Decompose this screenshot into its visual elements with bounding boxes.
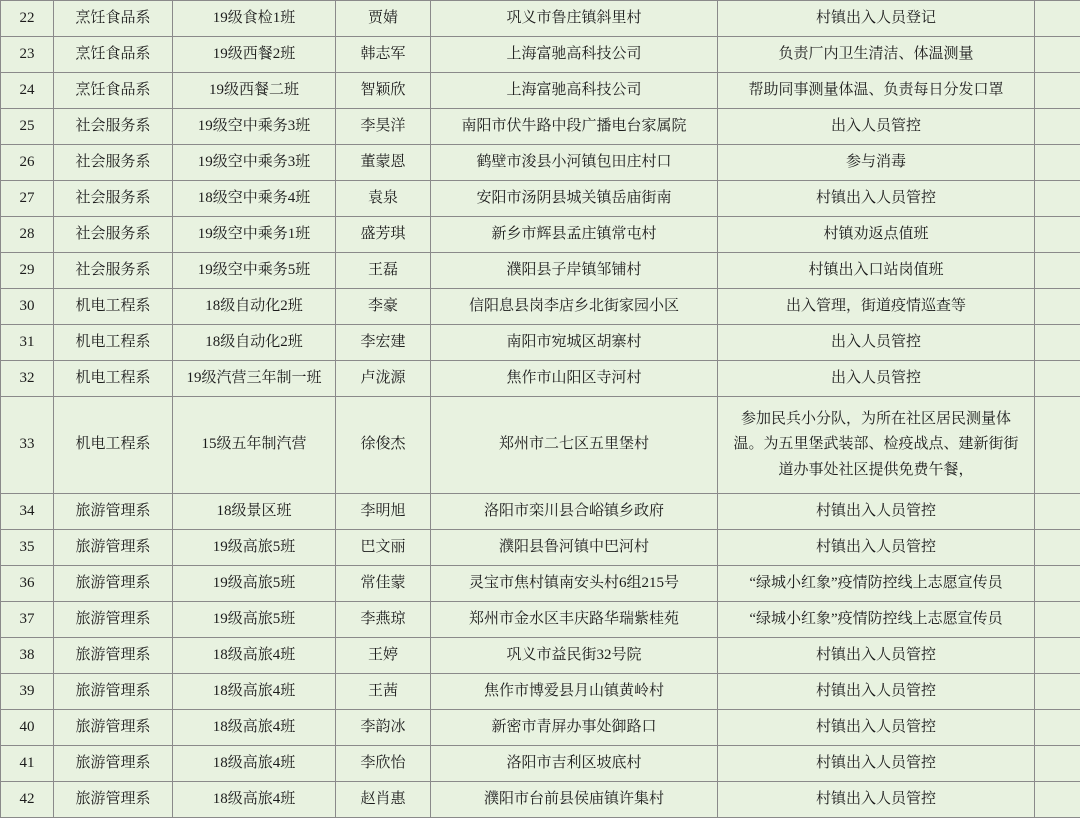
table-row	[1, 109, 1080, 145]
cell-class: 18级空中乘务4班	[173, 181, 336, 217]
table-row	[1, 289, 1080, 325]
cell-department: 机电工程系	[54, 397, 173, 494]
cell-remark	[1035, 566, 1080, 602]
table-row	[1, 638, 1080, 674]
cell-name: 贾婧	[336, 1, 431, 37]
cell-duty: 村镇出入人员管控	[718, 746, 1035, 782]
cell-address: 巩义市益民街32号院	[431, 638, 718, 674]
cell-name: 韩志军	[336, 37, 431, 73]
cell-department: 社会服务系	[54, 145, 173, 181]
cell-department: 烹饪食品系	[54, 73, 173, 109]
cell-name: 董蒙恩	[336, 145, 431, 181]
cell-index: 34	[1, 494, 54, 530]
cell-class: 19级空中乘务1班	[173, 217, 336, 253]
cell-index: 41	[1, 746, 54, 782]
cell-remark	[1035, 361, 1080, 397]
cell-duty: 村镇劝返点值班	[718, 217, 1035, 253]
cell-remark	[1035, 782, 1080, 818]
table-row	[1, 710, 1080, 746]
cell-department: 旅游管理系	[54, 494, 173, 530]
cell-index: 24	[1, 73, 54, 109]
cell-class: 18级自动化2班	[173, 325, 336, 361]
table-row	[1, 73, 1080, 109]
cell-department: 旅游管理系	[54, 530, 173, 566]
cell-duty: 村镇出入人员管控	[718, 494, 1035, 530]
cell-address: 南阳市伏牛路中段广播电台家属院	[431, 109, 718, 145]
cell-department: 社会服务系	[54, 253, 173, 289]
cell-class: 15级五年制汽营	[173, 397, 336, 494]
cell-index: 23	[1, 37, 54, 73]
cell-address: 安阳市汤阴县城关镇岳庙街南	[431, 181, 718, 217]
cell-department: 烹饪食品系	[54, 37, 173, 73]
cell-remark	[1035, 181, 1080, 217]
table-row	[1, 325, 1080, 361]
cell-address: 灵宝市焦村镇南安头村6组215号	[431, 566, 718, 602]
table-body	[1, 1, 1080, 818]
cell-department: 旅游管理系	[54, 638, 173, 674]
cell-class: 19级汽营三年制一班	[173, 361, 336, 397]
cell-name: 赵肖惠	[336, 782, 431, 818]
table-row	[1, 1, 1080, 37]
cell-duty: 村镇出入人员管控	[718, 530, 1035, 566]
cell-class: 18级高旅4班	[173, 710, 336, 746]
cell-remark	[1035, 530, 1080, 566]
cell-address: 信阳息县岗李店乡北街家园小区	[431, 289, 718, 325]
cell-remark	[1035, 1, 1080, 37]
cell-address: 鹤壁市浚县小河镇包田庄村口	[431, 145, 718, 181]
cell-class: 19级空中乘务5班	[173, 253, 336, 289]
cell-address: 上海富驰高科技公司	[431, 37, 718, 73]
cell-address: 巩义市鲁庄镇斜里村	[431, 1, 718, 37]
cell-remark	[1035, 325, 1080, 361]
table-row	[1, 361, 1080, 397]
table-row	[1, 181, 1080, 217]
cell-department: 旅游管理系	[54, 710, 173, 746]
cell-address: 新密市青屏办事处御路口	[431, 710, 718, 746]
cell-index: 26	[1, 145, 54, 181]
cell-index: 32	[1, 361, 54, 397]
cell-department: 机电工程系	[54, 361, 173, 397]
cell-department: 旅游管理系	[54, 782, 173, 818]
cell-index: 25	[1, 109, 54, 145]
cell-name: 王茜	[336, 674, 431, 710]
cell-class: 18级高旅4班	[173, 782, 336, 818]
cell-duty: “绿城小红象”疫情防控线上志愿宣传员	[718, 602, 1035, 638]
cell-class: 19级西餐二班	[173, 73, 336, 109]
cell-address: 郑州市金水区丰庆路华瑞紫桂苑	[431, 602, 718, 638]
cell-department: 旅游管理系	[54, 566, 173, 602]
cell-department: 烹饪食品系	[54, 1, 173, 37]
table-row	[1, 746, 1080, 782]
cell-name: 王磊	[336, 253, 431, 289]
cell-address: 焦作市博爱县月山镇黄岭村	[431, 674, 718, 710]
cell-duty: 参加民兵小分队，为所在社区居民测量体温。为五里堡武装部、检疫战点、建新街街道办事处社区提供免费午餐，	[718, 397, 1035, 494]
cell-class: 18级高旅4班	[173, 674, 336, 710]
cell-name: 李豪	[336, 289, 431, 325]
cell-duty: 出入人员管控	[718, 361, 1035, 397]
cell-address: 新乡市辉县孟庄镇常屯村	[431, 217, 718, 253]
cell-name: 李明旭	[336, 494, 431, 530]
cell-class: 18级自动化2班	[173, 289, 336, 325]
cell-remark	[1035, 73, 1080, 109]
cell-remark	[1035, 602, 1080, 638]
cell-class: 19级食检1班	[173, 1, 336, 37]
table-row	[1, 566, 1080, 602]
table-row	[1, 494, 1080, 530]
cell-index: 28	[1, 217, 54, 253]
cell-duty: 出入人员管控	[718, 325, 1035, 361]
cell-duty: 村镇出入人员登记	[718, 1, 1035, 37]
cell-address: 濮阳县子岸镇邹铺村	[431, 253, 718, 289]
cell-remark	[1035, 638, 1080, 674]
cell-address: 洛阳市栾川县合峪镇乡政府	[431, 494, 718, 530]
cell-remark	[1035, 217, 1080, 253]
cell-department: 社会服务系	[54, 109, 173, 145]
cell-name: 李宏建	[336, 325, 431, 361]
cell-name: 常佳蒙	[336, 566, 431, 602]
cell-index: 22	[1, 1, 54, 37]
cell-duty: “绿城小红象”疫情防控线上志愿宣传员	[718, 566, 1035, 602]
table-row	[1, 37, 1080, 73]
cell-class: 19级西餐2班	[173, 37, 336, 73]
cell-duty: 帮助同事测量体温、负责每日分发口罩	[718, 73, 1035, 109]
table-row	[1, 530, 1080, 566]
cell-index: 35	[1, 530, 54, 566]
cell-name: 李韵冰	[336, 710, 431, 746]
cell-index: 39	[1, 674, 54, 710]
cell-index: 29	[1, 253, 54, 289]
table-row	[1, 782, 1080, 818]
cell-duty: 负责厂内卫生清洁、体温测量	[718, 37, 1035, 73]
cell-address: 上海富驰高科技公司	[431, 73, 718, 109]
cell-department: 旅游管理系	[54, 674, 173, 710]
cell-class: 19级高旅5班	[173, 602, 336, 638]
cell-duty: 参与消毒	[718, 145, 1035, 181]
cell-department: 社会服务系	[54, 217, 173, 253]
table-row	[1, 674, 1080, 710]
cell-remark	[1035, 289, 1080, 325]
cell-index: 38	[1, 638, 54, 674]
cell-department: 机电工程系	[54, 325, 173, 361]
cell-department: 社会服务系	[54, 181, 173, 217]
cell-name: 李欣怡	[336, 746, 431, 782]
cell-index: 30	[1, 289, 54, 325]
cell-duty: 村镇出入口站岗值班	[718, 253, 1035, 289]
cell-name: 巴文丽	[336, 530, 431, 566]
cell-class: 18级景区班	[173, 494, 336, 530]
cell-duty: 村镇出入人员管控	[718, 638, 1035, 674]
cell-name: 徐俊杰	[336, 397, 431, 494]
table-row	[1, 397, 1080, 494]
cell-name: 卢泷源	[336, 361, 431, 397]
cell-class: 18级高旅4班	[173, 638, 336, 674]
cell-duty: 出入人员管控	[718, 109, 1035, 145]
cell-duty: 出入管理，街道疫情巡查等	[718, 289, 1035, 325]
table-row	[1, 253, 1080, 289]
cell-remark	[1035, 37, 1080, 73]
cell-address: 洛阳市吉利区坡底村	[431, 746, 718, 782]
cell-address: 濮阳市台前县侯庙镇许集村	[431, 782, 718, 818]
cell-remark	[1035, 109, 1080, 145]
cell-name: 王婷	[336, 638, 431, 674]
cell-remark	[1035, 494, 1080, 530]
cell-class: 19级空中乘务3班	[173, 109, 336, 145]
cell-name: 李昊洋	[336, 109, 431, 145]
cell-address: 郑州市二七区五里堡村	[431, 397, 718, 494]
cell-department: 旅游管理系	[54, 602, 173, 638]
cell-department: 机电工程系	[54, 289, 173, 325]
cell-remark	[1035, 746, 1080, 782]
cell-duty: 村镇出入人员管控	[718, 181, 1035, 217]
cell-remark	[1035, 674, 1080, 710]
cell-name: 盛芳琪	[336, 217, 431, 253]
cell-index: 37	[1, 602, 54, 638]
cell-index: 33	[1, 397, 54, 494]
cell-remark	[1035, 145, 1080, 181]
cell-class: 19级高旅5班	[173, 530, 336, 566]
cell-name: 智颖欣	[336, 73, 431, 109]
cell-class: 19级空中乘务3班	[173, 145, 336, 181]
cell-duty: 村镇出入人员管控	[718, 710, 1035, 746]
cell-index: 31	[1, 325, 54, 361]
cell-address: 濮阳县鲁河镇中巴河村	[431, 530, 718, 566]
cell-remark	[1035, 253, 1080, 289]
table-row	[1, 602, 1080, 638]
cell-department: 旅游管理系	[54, 746, 173, 782]
cell-index: 36	[1, 566, 54, 602]
cell-class: 19级高旅5班	[173, 566, 336, 602]
cell-name: 李燕琼	[336, 602, 431, 638]
cell-name: 袁泉	[336, 181, 431, 217]
cell-duty: 村镇出入人员管控	[718, 674, 1035, 710]
cell-index: 42	[1, 782, 54, 818]
cell-duty: 村镇出入人员管控	[718, 782, 1035, 818]
cell-address: 南阳市宛城区胡寨村	[431, 325, 718, 361]
cell-index: 40	[1, 710, 54, 746]
cell-address: 焦作市山阳区寺河村	[431, 361, 718, 397]
table-row	[1, 217, 1080, 253]
cell-remark	[1035, 710, 1080, 746]
cell-remark	[1035, 397, 1080, 494]
cell-index: 27	[1, 181, 54, 217]
table-row	[1, 145, 1080, 181]
cell-class: 18级高旅4班	[173, 746, 336, 782]
